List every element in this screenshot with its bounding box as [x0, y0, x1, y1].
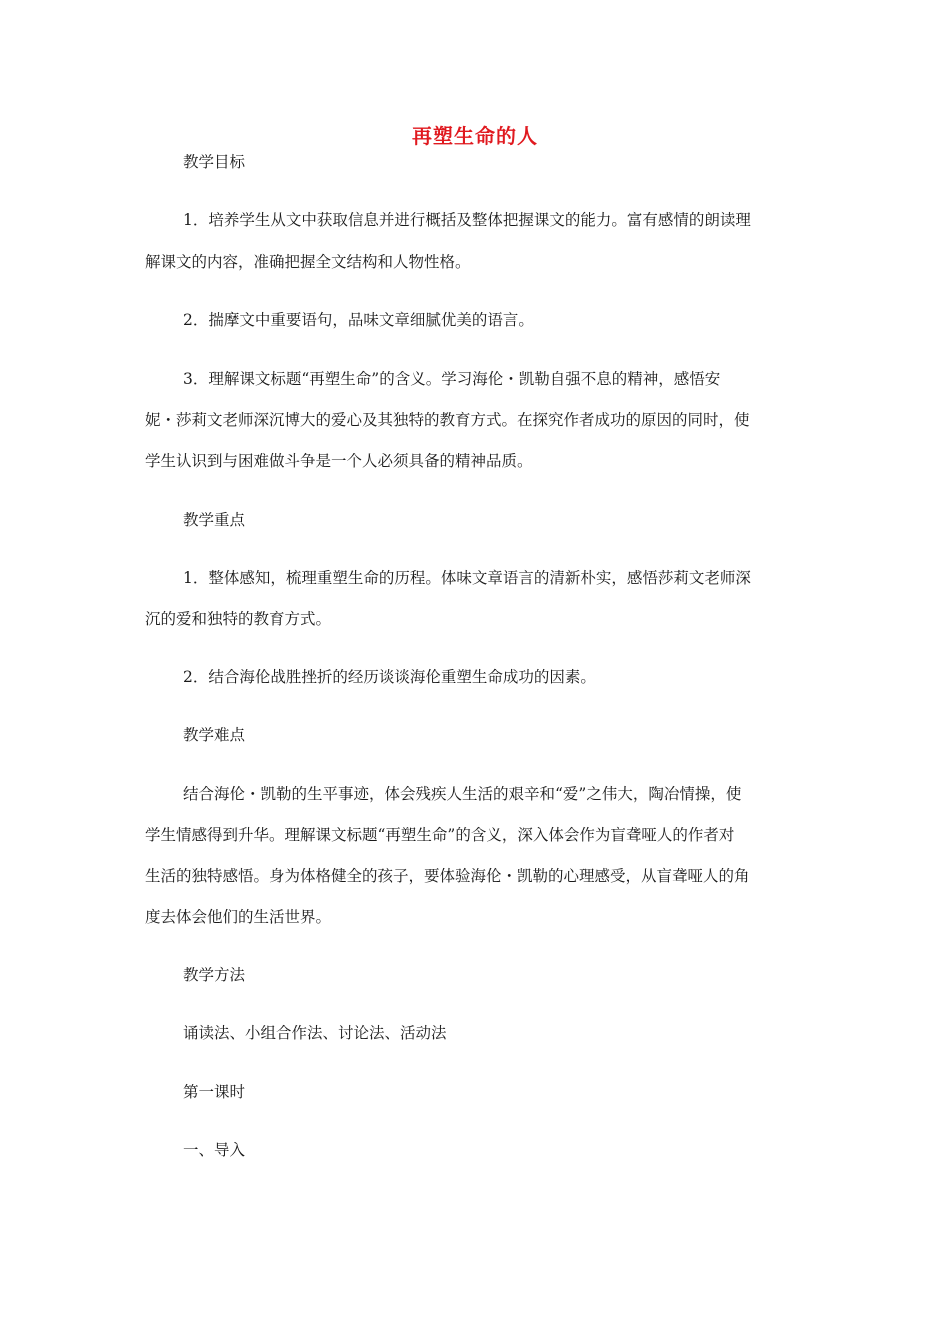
methods-text: 诵读法、小组合作法、讨论法、活动法	[183, 1024, 447, 1042]
key-point-1-line-2: 沉的爱和独特的教育方式。	[145, 610, 332, 628]
methods-heading: 教学方法	[183, 966, 246, 984]
key-points-heading: 教学重点	[183, 511, 246, 529]
difficulties-line-1: 结合海伦・凯勒的生平事迹，体会残疾人生活的艰辛和“爱”之伟大，陶冶情操，使	[183, 785, 742, 803]
key-point-1-line-1: 1．整体感知，梳理重塑生命的历程。体味文章语言的清新朴实，感悟莎莉文老师深	[183, 569, 751, 587]
lesson-heading: 第一课时	[183, 1083, 246, 1101]
objective-3-line-1: 3．理解课文标题“再塑生命”的含义。学习海伦・凯勒自强不息的精神，感悟安	[183, 370, 721, 388]
difficulties-line-2: 学生情感得到升华。理解课文标题“再塑生命”的含义，深入体会作为盲聋哑人的作者对	[145, 826, 735, 844]
objectives-heading: 教学目标	[183, 153, 246, 171]
objective-1-line-2: 解课文的内容，准确把握全文结构和人物性格。	[145, 253, 471, 271]
objective-1-line-1: 1．培养学生从文中获取信息并进行概括及整体把握课文的能力。富有感情的朗读理	[183, 211, 751, 229]
difficulties-line-4: 度去体会他们的生活世界。	[145, 908, 332, 926]
lesson-section-1: 一、导入	[183, 1141, 246, 1159]
document-title: 再塑生命的人	[412, 124, 538, 148]
objective-3-line-2: 妮・莎莉文老师深沉博大的爱心及其独特的教育方式。在探究作者成功的原因的同时，使	[145, 411, 750, 429]
difficulties-heading: 教学难点	[183, 726, 246, 744]
objective-3-line-3: 学生认识到与困难做斗争是一个人必须具备的精神品质。	[145, 452, 533, 470]
difficulties-line-3: 生活的独特感悟。身为体格健全的孩子，要体验海伦・凯勒的心理感受，从盲聋哑人的角	[145, 867, 750, 885]
objective-2: 2．揣摩文中重要语句，品味文章细腻优美的语言。	[183, 311, 534, 329]
key-point-2: 2．结合海伦战胜挫折的经历谈谈海伦重塑生命成功的因素。	[183, 668, 596, 686]
